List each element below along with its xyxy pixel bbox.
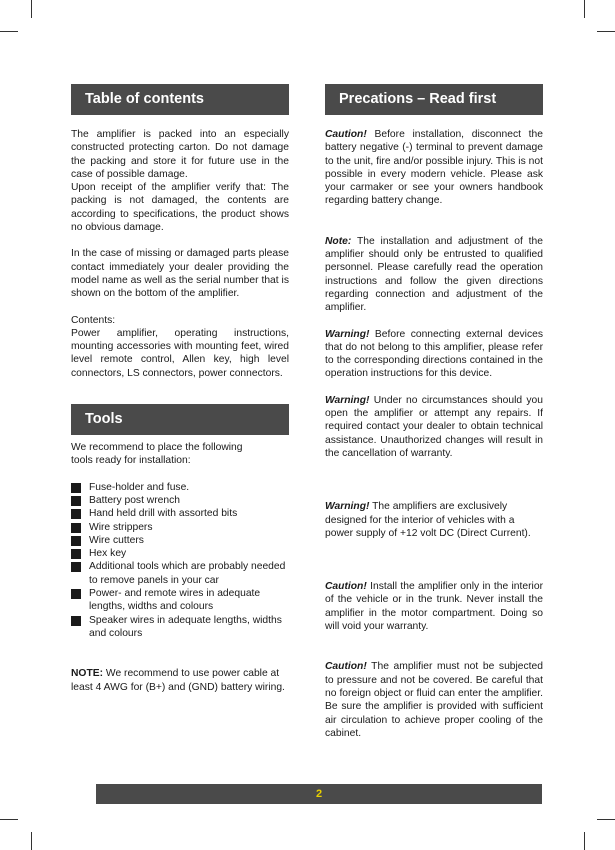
missing-parts-paragraph: In the case of missing or damaged parts please contact immediately your dealer providing the model name as well as the serial number that is shown on the bottom of the amplifier. <box>71 248 289 300</box>
caution-install-location-paragraph: Caution! Install the amplifier only in the interior of the vehicle or in the trunk. Never install the amplifier in the motor compartment. Doing so will void your warranty. <box>325 581 543 633</box>
page-number: 2 <box>315 788 323 800</box>
tools-heading: Tools <box>71 404 289 435</box>
note-installation-paragraph: Note: The installation and adjustment of the amplifier should only be entrusted to qualified personnel. Please carefully read the operation instructions and follow the given directions regarding connection and adjustment of the amplifier. <box>325 235 543 314</box>
list-item: Wire strippers <box>71 521 289 534</box>
crop-mark-bottom-left-v <box>31 832 32 850</box>
tools-intro-line-1: We recommend to place the following <box>71 442 243 454</box>
left-column <box>71 84 289 694</box>
bullet-square-icon <box>71 589 81 599</box>
bullet-square-icon <box>71 509 81 519</box>
footer-bar <box>96 784 542 804</box>
list-item: Hex key <box>71 547 289 560</box>
bullet-square-icon <box>71 496 81 506</box>
warning-vehicle-paragraph: Warning! The amplifiers are exclusively designed for the interior of vehicles with a power supply of +12 volt DC (Direct Current). <box>325 501 531 539</box>
tools-intro-line-2: tools ready for installation: <box>71 455 191 467</box>
crop-mark-bottom-left-h <box>0 819 18 820</box>
contents-label: Contents: <box>71 314 116 326</box>
caution-pressure-paragraph: Caution! The amplifier must not be subjected to pressure and not be covered. Be careful that no foreign object or fluid can enter the amplifier. Be sure the amplifier is provided with sufficient air circulation to achieve proper cooling of the cabinet. <box>325 661 543 739</box>
list-item: Speaker wires in adequate lengths, widths and colours <box>71 614 289 641</box>
intro-paragraph-1: The amplifier is packed into an especially constructed protecting carton. Do not damage the packing and store it for future use in the case of possible damage. <box>71 129 289 180</box>
contents-text: Power amplifier, operating instructions, mounting accessories with mounting feet, wired level remote control, Allen key, high level connectors, LS connectors, power connectors. <box>71 327 289 379</box>
note-paragraph <box>71 667 289 694</box>
note-text: We recommend to use power cable at least 4 AWG for (B+) and (GND) battery wiring. <box>71 668 285 693</box>
list-item: Additional tools which are probably needed to remove panels in your car <box>71 560 289 587</box>
crop-mark-bottom-right-v <box>584 832 585 850</box>
bullet-square-icon <box>71 523 81 533</box>
warning-label: Warning! <box>325 394 370 406</box>
warning-external-devices-paragraph: Warning! Before connecting external devices that do not belong to this amplifier, please refer to the corresponding directions contained in the operation instructions for this device. <box>325 328 543 380</box>
list-item: Hand held drill with assorted bits <box>71 507 289 520</box>
crop-mark-top-left-v <box>31 0 32 18</box>
bullet-square-icon <box>71 536 81 546</box>
warning-label: Warning! <box>325 501 370 513</box>
warning-repairs-paragraph: Warning! Under no circumstances should you open the amplifier or attempt any repairs. If required contact your dealer to obtain technical assistance. Unauthorized changes will result in the cancellation of warranty. <box>325 394 543 459</box>
note-label: NOTE: <box>71 668 104 680</box>
list-item: Battery post wrench <box>71 494 289 507</box>
warning-label: Warning! <box>325 328 370 340</box>
bullet-square-icon <box>71 483 81 493</box>
caution-label: Caution! <box>325 661 367 673</box>
crop-mark-top-left-h <box>0 31 18 32</box>
list-item: Fuse-holder and fuse. <box>71 481 289 494</box>
bullet-square-icon <box>71 562 81 572</box>
caution-label: Caution! <box>325 129 367 140</box>
caution-label: Caution! <box>325 581 367 593</box>
intro-paragraph-2: Upon receipt of the amplifier verify that: The packing is not damaged, the contents are according to specifications, the product shows no obvious damage. <box>71 182 289 234</box>
crop-mark-top-right-v <box>584 0 585 18</box>
note-label: Note: <box>325 235 352 247</box>
precautions-heading: Precations – Read first <box>325 84 543 115</box>
right-column <box>325 84 543 740</box>
bullet-square-icon <box>71 616 81 626</box>
bullet-square-icon <box>71 549 81 559</box>
crop-mark-top-right-h <box>597 31 615 32</box>
toc-heading: Table of contents <box>71 84 289 115</box>
list-item: Power- and remote wires in adequate lengths, widths and colours <box>71 587 289 614</box>
crop-mark-bottom-right-h <box>597 819 615 820</box>
list-item: Wire cutters <box>71 534 289 547</box>
caution-battery-paragraph: Caution! Before installation, disconnect the battery negative (-) terminal to prevent damage to the unit, fire and/or possible injury. This is not possible in every modern vehicle. Please ask your carmaker or see your owners handbook regarding battery change. <box>325 129 543 207</box>
tools-list <box>71 481 289 641</box>
